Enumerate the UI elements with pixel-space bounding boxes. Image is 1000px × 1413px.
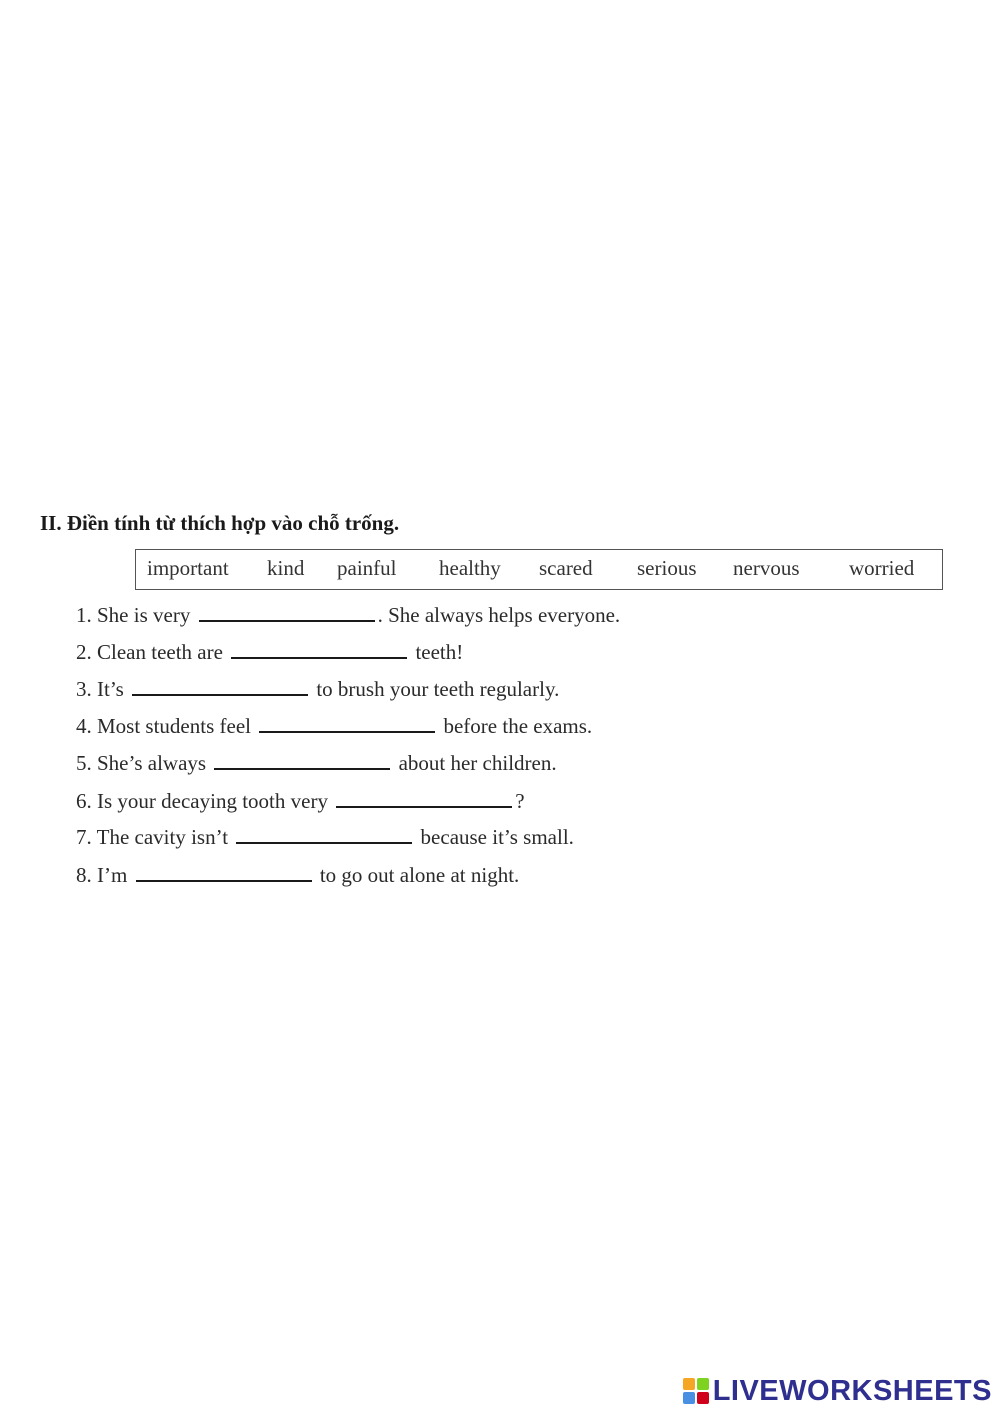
answer-blank-2[interactable] — [231, 635, 407, 659]
answer-blank-4[interactable] — [259, 709, 435, 733]
logo-text: LIVEWORKSHEETS — [712, 1374, 992, 1407]
section-heading: II. Điền tính từ thích hợp vào chỗ trống. — [40, 511, 400, 535]
word-bank-item: serious — [637, 556, 697, 580]
exercise-item-6 — [76, 784, 525, 812]
item-text-before: 8. I’m — [76, 863, 128, 887]
item-text-before: 4. Most students feel — [76, 714, 251, 738]
answer-blank-3[interactable] — [132, 672, 308, 696]
answer-blank-6[interactable] — [336, 784, 512, 808]
answer-blank-1[interactable] — [199, 598, 375, 622]
item-text-before: 7. The cavity isn’t — [76, 825, 229, 849]
logo-grid-icon — [683, 1378, 709, 1404]
item-text-before: 6. Is your decaying tooth very — [76, 789, 328, 813]
word-bank-item: scared — [539, 556, 593, 580]
item-text-after: . She always helps everyone. — [377, 603, 621, 627]
logo-square — [683, 1392, 695, 1404]
logo-square — [683, 1378, 695, 1390]
item-text-after: because it’s small. — [420, 825, 574, 849]
item-text-before: 1. She is very — [76, 603, 191, 627]
exercise-item-2 — [76, 635, 463, 663]
word-bank-item: nervous — [733, 556, 800, 580]
exercise-item-4 — [76, 709, 592, 737]
logo-square — [697, 1378, 709, 1390]
word-bank-item: healthy — [439, 556, 501, 580]
logo-square — [697, 1392, 709, 1404]
item-text-after: to brush your teeth regularly. — [316, 677, 560, 701]
liveworksheets-logo — [683, 1374, 992, 1408]
answer-blank-8[interactable] — [136, 858, 312, 882]
item-text-after: about her children. — [398, 751, 557, 775]
exercise-item-1 — [76, 598, 620, 626]
word-bank-item: important — [147, 556, 229, 580]
exercise-item-3 — [76, 672, 559, 700]
item-text-before: 5. She’s always — [76, 751, 207, 775]
item-text-after: before the exams. — [443, 714, 593, 738]
item-text-after: ? — [515, 789, 525, 813]
item-text-before: 2. Clean teeth are — [76, 640, 223, 664]
exercise-item-8 — [76, 858, 519, 886]
word-bank-item: worried — [849, 556, 915, 580]
word-bank — [135, 549, 943, 590]
word-bank-item: painful — [337, 556, 397, 580]
answer-blank-5[interactable] — [214, 746, 390, 770]
item-text-after: teeth! — [415, 640, 464, 664]
item-text-before: 3. It’s — [76, 677, 124, 701]
word-bank-item: kind — [267, 556, 305, 580]
item-text-after: to go out alone at night. — [319, 863, 520, 887]
exercise-item-7 — [76, 820, 574, 848]
exercise-item-5 — [76, 746, 557, 774]
answer-blank-7[interactable] — [236, 820, 412, 844]
